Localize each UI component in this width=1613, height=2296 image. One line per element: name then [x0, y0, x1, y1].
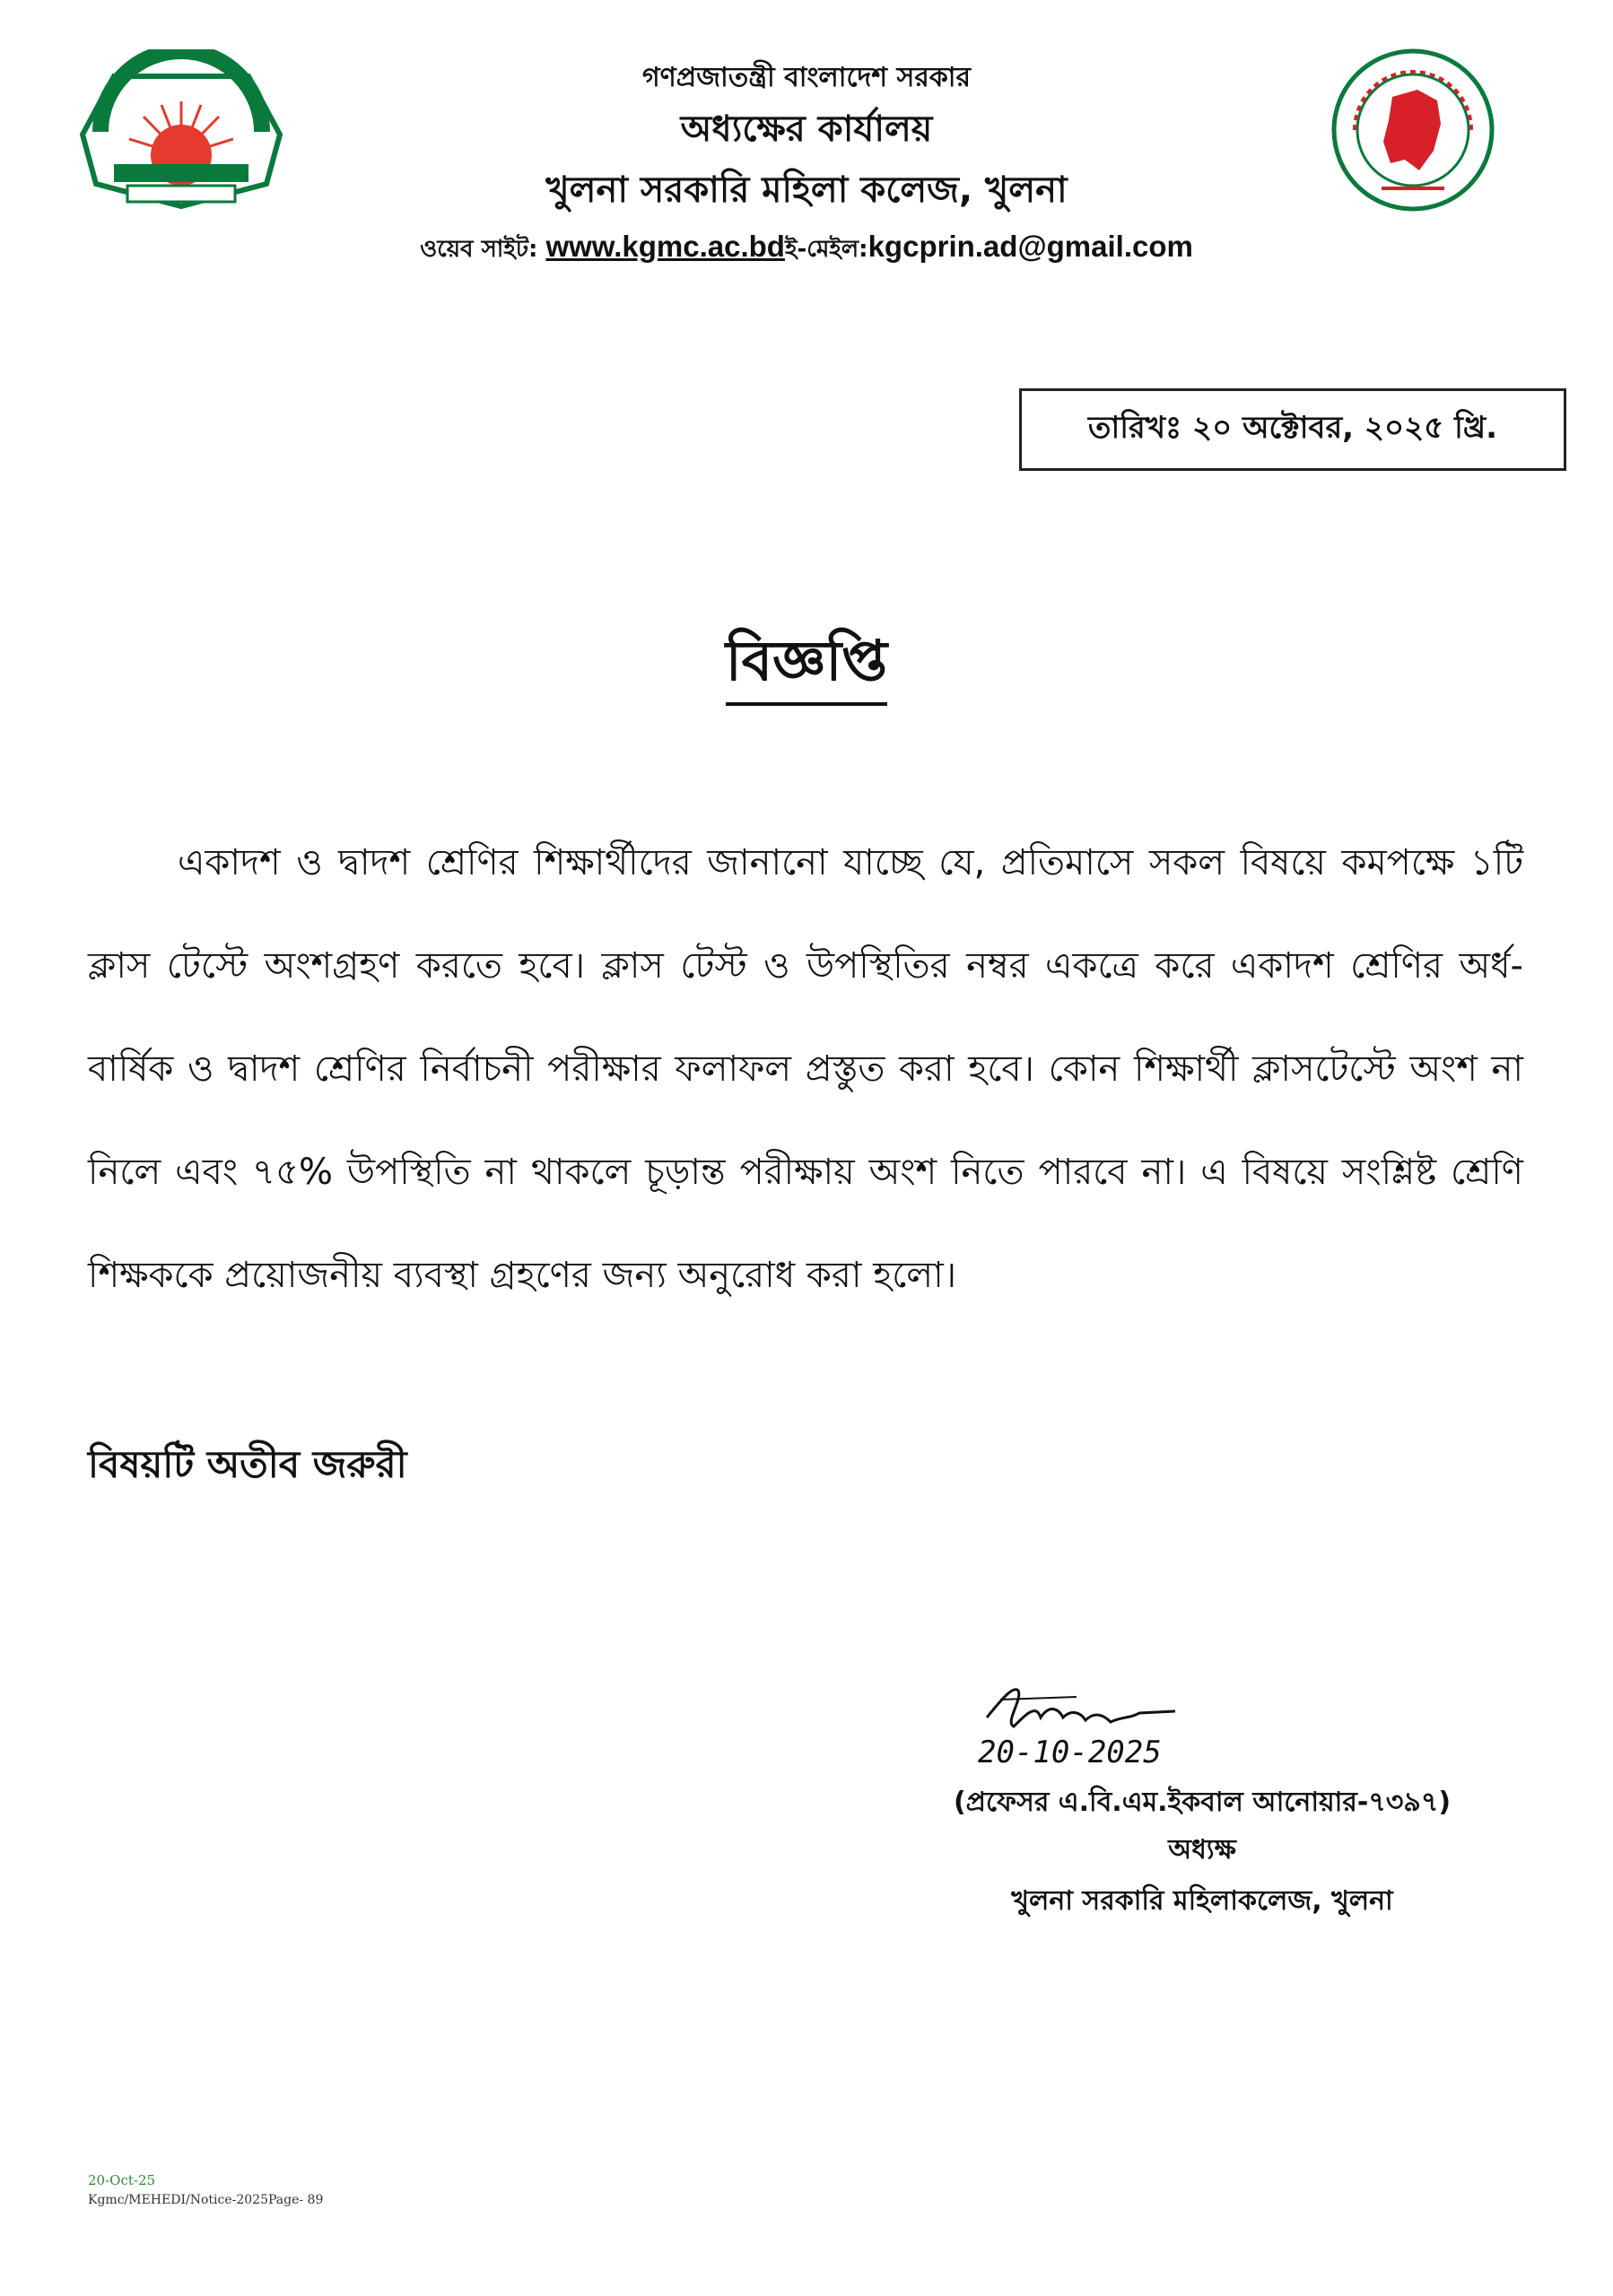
notice-title-text: বিজ্ঞপ্তি — [726, 628, 887, 706]
office-heading: অধ্যক্ষের কার্যালয় — [680, 109, 933, 150]
signatory-name: (প্রফেসর এ.বি.এম.ইকবাল আনোয়ার-৭৩৯৭) — [953, 1787, 1452, 1818]
footer-reference: Kgmc/MEHEDI/Notice-2025Page- 89 — [88, 2193, 324, 2207]
government-heading: গণপ্রজাতন্ত্রী বাংলাদেশ সরকার — [642, 62, 971, 93]
email-link[interactable]: kgcprin.ad@gmail.com — [868, 230, 1193, 263]
website-label: ওয়েব সাইট: — [420, 236, 538, 263]
college-heading: খুলনা সরকারি মহিলা কলেজ, খুলনা — [545, 170, 1068, 211]
notice-title — [0, 619, 1613, 711]
email-label: ই-মেইল: — [784, 236, 868, 263]
website-link[interactable]: www.kgmc.ac.bd — [545, 230, 785, 263]
signatory-role: অধ্যক্ষ — [1168, 1834, 1236, 1866]
signature-date: 20-10-2025 — [978, 1735, 1162, 1770]
contact-line — [0, 230, 1613, 270]
notice-body: একাদশ ও দ্বাদশ শ্রেণির শিক্ষার্থীদের জানানো যাচ্ছে যে, প্রতিমাসে সকল বিষয়ে কমপক্ষে ১টি ক্লাস টেস্টে অংশগ্রহণ করতে হবে। ক্লাস টেস্ট ও উপস্থিতির নম্বর একত্রে করে একাদশ শ্রেণির অর্ধ-বার্ষিক ও দ্বাদশ শ্রেণির নির্বাচনী পরীক্ষার ফলাফল প্রস্তুত করা হবে। কোন শিক্ষার্থী ক্লাসটেস্টে অংশ না নিলে এবং ৭৫% উপস্থিতি না থাকলে চূড়ান্ত পরীক্ষায় অংশ নিতে পারবে না। এ বিষয়ে সংশ্লিষ্ট শ্রেণি শিক্ষককে প্রয়োজনীয় ব্যবস্থা গ্রহণের জন্য অনুরোধ করা হলো। — [88, 842, 1523, 1296]
date-box — [1019, 388, 1566, 471]
signatory-college: খুলনা সরকারি মহিলাকলেজ, খুলনা — [1011, 1885, 1393, 1917]
signature — [951, 1677, 1274, 1776]
date-text: তারিখঃ ২০ অক্টোবর, ২০২৫ খ্রি. — [1087, 409, 1498, 446]
footer-date: 20-Oct-25 — [88, 2172, 156, 2188]
urgent-note: বিষয়টি অতীব জরুরী — [88, 1442, 407, 1486]
